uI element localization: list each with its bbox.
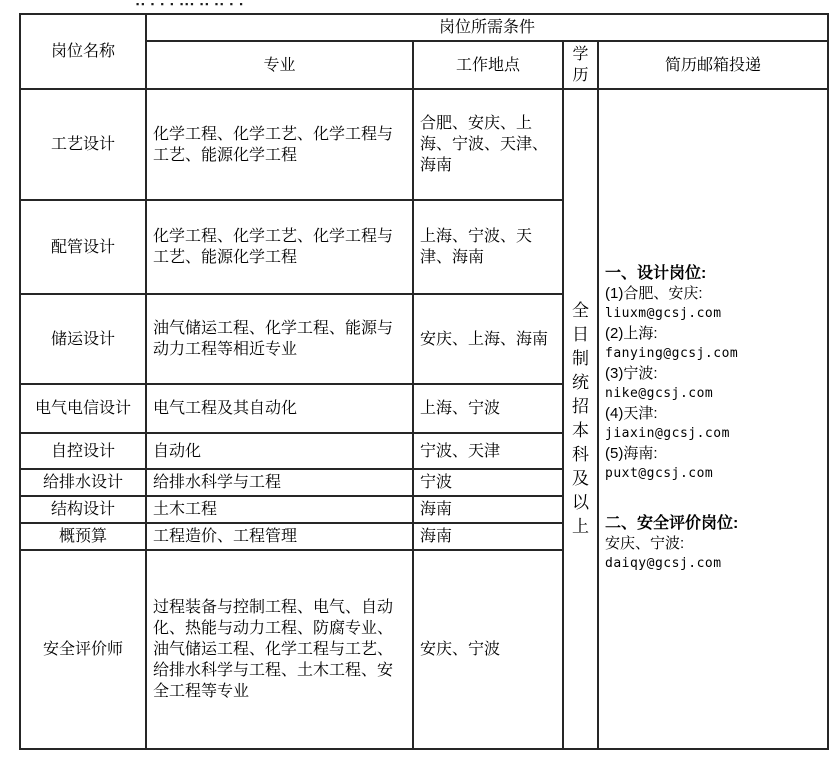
locations-cell: 安庆、上海、海南 (413, 294, 563, 384)
header-position-name: 岗位名称 (20, 14, 146, 89)
locations-cell: 上海、宁波、天津、海南 (413, 200, 563, 294)
email-entry-label: (5)海南: (605, 445, 658, 462)
email-entry-label: 安庆、宁波: (605, 535, 685, 552)
email-content (605, 264, 821, 574)
majors-cell: 电气工程及其自动化 (146, 384, 413, 433)
email-address: fanying@gcsj.com (605, 346, 739, 361)
locations-cell: 上海、宁波 (413, 384, 563, 433)
majors-cell: 油气储运工程、化学工程、能源与动力工程等相近专业 (146, 294, 413, 384)
email-address: jiaxin@gcsj.com (605, 426, 730, 441)
majors-cell: 过程装备与控制工程、电气、自动化、热能与动力工程、防腐专业、油气储运工程、化学工程与工艺、给排水科学与工程、土木工程、安全工程等专业 (146, 550, 413, 749)
locations-cell: 合肥、安庆、上海、宁波、天津、海南 (413, 89, 563, 200)
email-address: liuxm@gcsj.com (605, 306, 722, 321)
position-cell: 结构设计 (20, 496, 146, 523)
email-section-design-title: 一、设计岗位: (605, 265, 707, 282)
locations-cell: 安庆、宁波 (413, 550, 563, 749)
position-cell: 工艺设计 (20, 89, 146, 200)
header-row-1 (20, 14, 828, 41)
email-address: daiqy@gcsj.com (605, 556, 722, 571)
education-cell (563, 89, 598, 749)
email-address: puxt@gcsj.com (605, 466, 714, 481)
header-requirements: 岗位所需条件 (146, 14, 828, 41)
clipped-text-fragment: ▪▪ ▪ ▪ ▪ ▪▪▪ ▪▪ ▪▪ ▪ ▪ (136, 0, 245, 6)
education-value: 全日制统招本科及以上 (572, 301, 589, 536)
header-major: 专业 (146, 41, 413, 89)
locations-cell: 海南 (413, 523, 563, 550)
majors-cell: 化学工程、化学工艺、化学工程与工艺、能源化学工程 (146, 89, 413, 200)
majors-cell: 自动化 (146, 433, 413, 469)
header-location: 工作地点 (413, 41, 563, 89)
majors-cell: 化学工程、化学工艺、化学工程与工艺、能源化学工程 (146, 200, 413, 294)
email-entry-label: (4)天津: (605, 405, 658, 422)
position-cell: 配管设计 (20, 200, 146, 294)
recruitment-table (19, 13, 829, 750)
position-cell: 储运设计 (20, 294, 146, 384)
position-cell: 安全评价师 (20, 550, 146, 749)
position-cell: 自控设计 (20, 433, 146, 469)
header-education: 学历 (563, 41, 598, 89)
header-email: 简历邮箱投递 (598, 41, 828, 89)
position-cell: 电气电信设计 (20, 384, 146, 433)
majors-cell: 工程造价、工程管理 (146, 523, 413, 550)
majors-cell: 土木工程 (146, 496, 413, 523)
locations-cell: 海南 (413, 496, 563, 523)
position-cell: 给排水设计 (20, 469, 146, 496)
table-row (20, 89, 828, 200)
email-entry-label: (3)宁波: (605, 365, 658, 382)
locations-cell: 宁波、天津 (413, 433, 563, 469)
majors-cell: 给排水科学与工程 (146, 469, 413, 496)
email-section-safety-title: 二、安全评价岗位: (605, 515, 739, 532)
position-cell: 概预算 (20, 523, 146, 550)
email-address: nike@gcsj.com (605, 386, 714, 401)
email-entry-label: (1)合肥、安庆: (605, 285, 703, 302)
locations-cell: 宁波 (413, 469, 563, 496)
email-cell (598, 89, 828, 749)
email-entry-label: (2)上海: (605, 325, 658, 342)
